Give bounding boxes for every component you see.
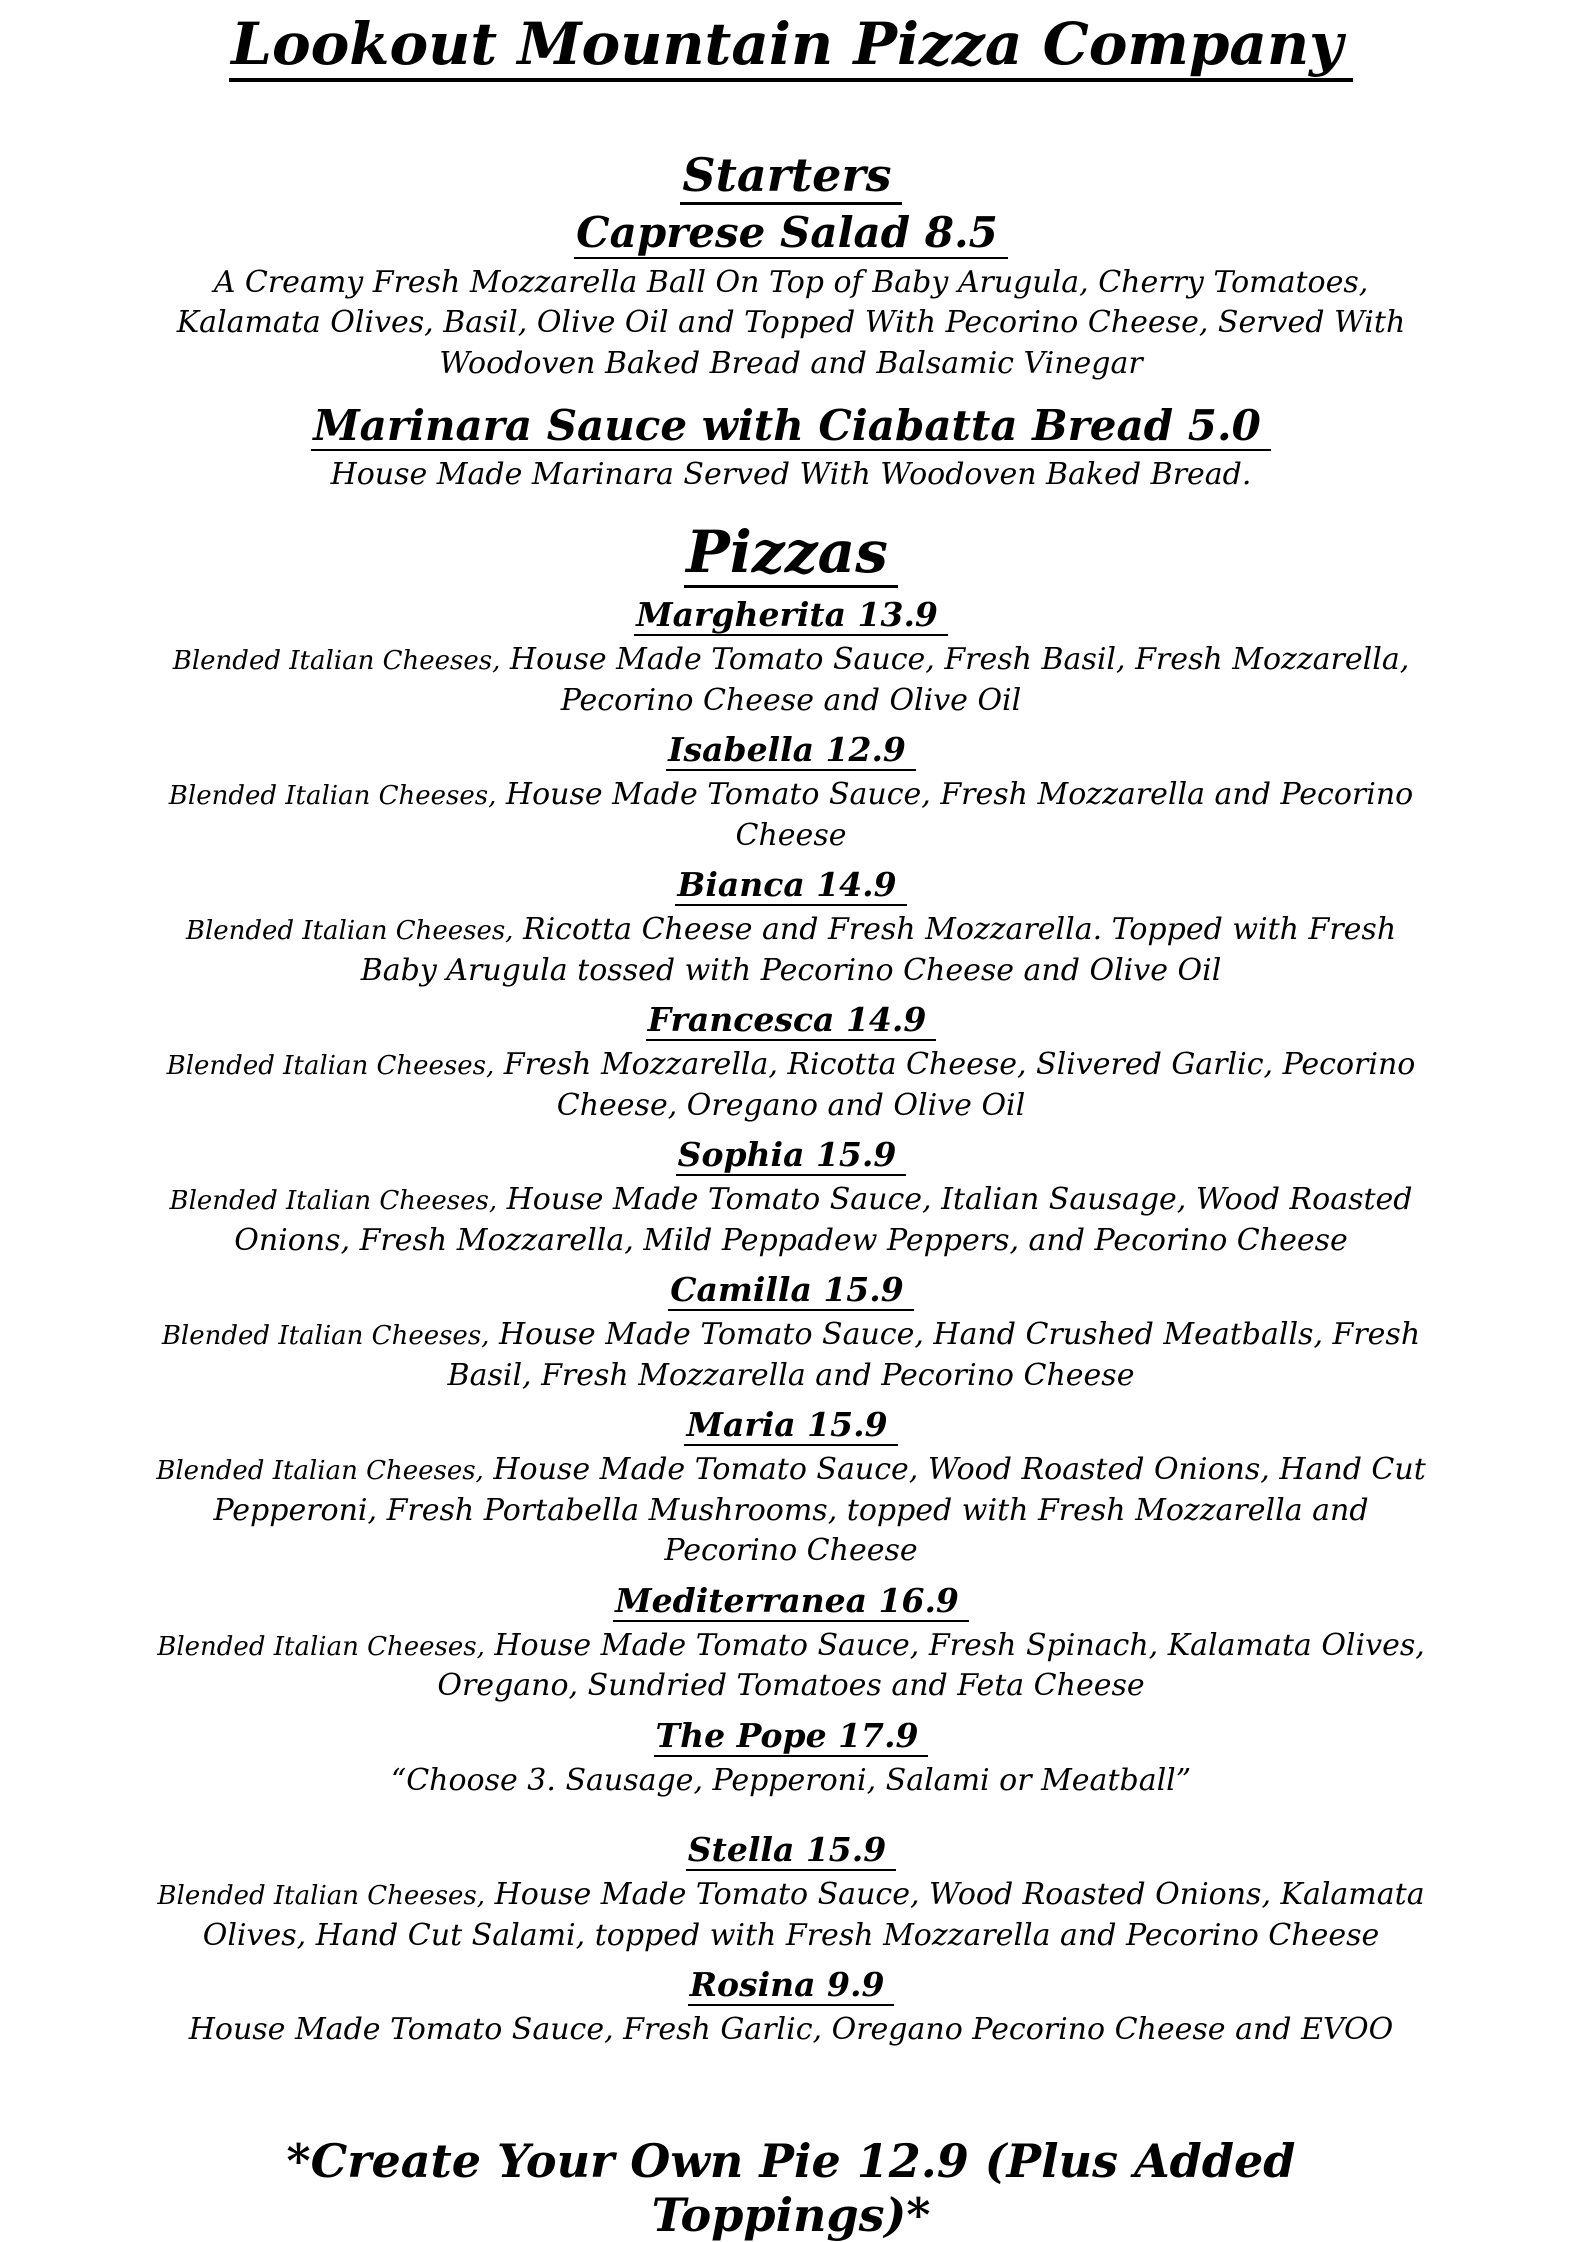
menu-item-description — [156, 775, 1426, 856]
menu-item-description — [156, 1875, 1426, 1956]
menu-item-price: 15.9 — [807, 1405, 888, 1445]
menu-item-name — [156, 1136, 1426, 1176]
menu-item-price: 8.5 — [924, 208, 998, 258]
menu-item — [156, 1136, 1426, 1261]
menu-item — [156, 1271, 1426, 1396]
menu-item-name-text: Caprese Salad — [576, 208, 911, 258]
menu-item-description-lead: Blended Italian Cheeses, — [166, 1051, 495, 1082]
menu-item — [156, 402, 1426, 496]
menu-item-description — [156, 455, 1426, 496]
menu-page — [156, 0, 1426, 2242]
menu-item-price: 15.9 — [823, 1270, 904, 1310]
menu-item-description — [156, 1761, 1426, 1802]
menu-item-name-text: Isabella — [668, 730, 815, 770]
menu-item — [156, 209, 1426, 384]
menu-item-description-rest: Ricotta Cheese and Fresh Mozzarella. Topped with Fresh Baby Arugula tossed with Pecorino Cheese and Olive Oil — [360, 912, 1397, 988]
menu-item — [156, 1717, 1426, 1801]
restaurant-title — [156, 10, 1426, 82]
menu-item-description — [156, 910, 1426, 991]
menu-item-price: 13.9 — [857, 595, 938, 635]
menu-item-name — [156, 402, 1426, 451]
menu-item-price: 14.9 — [845, 1000, 927, 1040]
menu-item-description-rest: House Made Tomato Sauce, Fresh Basil, Fresh Mozzarella, Pecorino Cheese and Olive Oil — [509, 642, 1410, 718]
menu-item-name-text: Marinara Sauce with Ciabatta Bread — [313, 401, 1174, 450]
menu-item — [156, 1001, 1426, 1126]
menu-item-description — [156, 640, 1426, 721]
starters-list — [156, 209, 1426, 495]
menu-item-description — [156, 1450, 1426, 1572]
menu-item-name — [156, 1001, 1426, 1041]
menu-item-name — [156, 1966, 1426, 2006]
menu-item-description — [156, 1180, 1426, 1261]
menu-item-name-text: Maria — [686, 1405, 796, 1445]
menu-item-name — [156, 1717, 1426, 1757]
menu-item-description-rest: House Made Tomato Sauce, Wood Roasted Onions, Hand Cut Pepperoni, Fresh Portabella Mushrooms, topped with Fresh Mozzarella and Pecorino Cheese — [213, 1452, 1426, 1569]
menu-item — [156, 596, 1426, 721]
menu-item-price: 15.9 — [805, 1830, 887, 1870]
menu-item-price: 16.9 — [878, 1580, 959, 1620]
menu-item-name-text: Camilla — [670, 1270, 812, 1310]
menu-item-description-lead: Blended Italian Cheeses, — [156, 1456, 484, 1487]
starters-section — [156, 148, 1426, 496]
menu-item-price: 15.9 — [815, 1135, 897, 1175]
menu-item-description — [156, 1315, 1426, 1396]
menu-item-description-rest: House Made Tomato Sauce, Hand Crushed Meatballs, Fresh Basil, Fresh Mozzarella and Pecorino Cheese — [447, 1317, 1421, 1393]
menu-item — [156, 1582, 1426, 1707]
menu-item-name-text: Mediterranea — [615, 1580, 868, 1620]
menu-item-price: 9.9 — [827, 1965, 885, 2005]
menu-item-description — [156, 2010, 1426, 2051]
menu-item — [156, 1966, 1426, 2050]
menu-item — [156, 731, 1426, 856]
menu-item-name — [156, 1582, 1426, 1622]
menu-item-description-rest: A Creamy Fresh Mozzarella Ball On Top of Baby Arugula, Cherry Tomatoes, Kalamata Olives, Basil, Olive Oil and Topped With Pecorino Cheese, Served With Woodoven Baked Bread and Balsamic Vinegar — [176, 264, 1406, 381]
menu-item-description — [156, 263, 1426, 385]
menu-item-description — [156, 1626, 1426, 1707]
menu-item-name — [156, 209, 1426, 258]
menu-item-description-rest: “Choose 3. Sausage, Pepperoni, Salami or Meatball” — [390, 1762, 1192, 1798]
create-your-own-note: *Create Your Own Pie 12.9 (Plus Added Toppings)* — [286, 2134, 1296, 2242]
menu-item-description — [156, 1045, 1426, 1126]
menu-item-name-text: Bianca — [677, 865, 805, 905]
pizzas-heading-text: Pizzas — [684, 520, 898, 589]
menu-item-price: 17.9 — [838, 1715, 919, 1755]
menu-item-name — [156, 1406, 1426, 1446]
menu-item-name-text: Margherita — [636, 595, 847, 635]
menu-item-price: 14.9 — [816, 865, 897, 905]
pizzas-section — [156, 518, 1426, 2051]
menu-item-description-rest: House Made Tomato Sauce, Fresh Garlic, Oregano Pecorino Cheese and EVOO — [188, 2011, 1394, 2047]
menu-item-description-rest: House Made Tomato Sauce, Italian Sausage, Wood Roasted Onions, Fresh Mozzarella, Mild Peppadew Peppers, and Pecorino Cheese — [234, 1182, 1413, 1258]
menu-item-description-rest: Fresh Mozzarella, Ricotta Cheese, Slivered Garlic, Pecorino Cheese, Oregano and Olive Oil — [503, 1047, 1416, 1123]
menu-item-description-lead: Blended Italian Cheeses, — [172, 646, 501, 677]
menu-item-name — [156, 731, 1426, 771]
menu-item-name — [156, 866, 1426, 906]
menu-item — [156, 866, 1426, 991]
pizzas-heading — [156, 518, 1426, 589]
menu-item-name-text: Sophia — [677, 1135, 805, 1175]
menu-item-description-lead: Blended Italian Cheeses, — [169, 1186, 498, 1217]
menu-item — [156, 1831, 1426, 1956]
starters-heading — [156, 148, 1426, 206]
menu-item-description-rest: House Made Marinara Served With Woodoven Baked Bread. — [330, 457, 1252, 493]
menu-item — [156, 1406, 1426, 1571]
menu-item-description-lead: Blended Italian Cheeses, — [168, 781, 497, 812]
menu-item-name-text: Stella — [687, 1830, 795, 1870]
menu-item-description-rest: House Made Tomato Sauce, Fresh Spinach, Kalamata Olives, Oregano, Sundried Tomatoes and Feta Cheese — [437, 1627, 1425, 1704]
menu-item-name-text: Francesca — [647, 1000, 835, 1040]
menu-item-description-lead: Blended Italian Cheeses, — [157, 1881, 486, 1912]
menu-item-description-lead: Blended Italian Cheeses, — [185, 916, 514, 947]
menu-item-name-text: Rosina — [689, 1965, 816, 2005]
menu-item-name — [156, 596, 1426, 636]
restaurant-title-text: Lookout Mountain Pizza Company — [229, 12, 1353, 82]
menu-item-description-rest: House Made Tomato Sauce, Fresh Mozzarella and Pecorino Cheese — [505, 777, 1414, 853]
menu-item-price: 5.0 — [1187, 401, 1261, 450]
menu-item-description-lead: Blended Italian Cheeses, — [161, 1321, 490, 1352]
menu-item-name — [156, 1831, 1426, 1871]
starters-heading-text: Starters — [680, 150, 901, 206]
menu-item-price: 12.9 — [825, 730, 906, 770]
menu-item-name — [156, 1271, 1426, 1311]
menu-item-name-text: The Pope — [655, 1715, 827, 1755]
menu-item-description-lead: Blended Italian Cheeses, — [157, 1631, 485, 1662]
pizzas-list — [156, 596, 1426, 2050]
menu-item-description-rest: House Made Tomato Sauce, Wood Roasted Onions, Kalamata Olives, Hand Cut Salami, topped with Fresh Mozzarella and Pecorino Cheese — [202, 1877, 1425, 1953]
